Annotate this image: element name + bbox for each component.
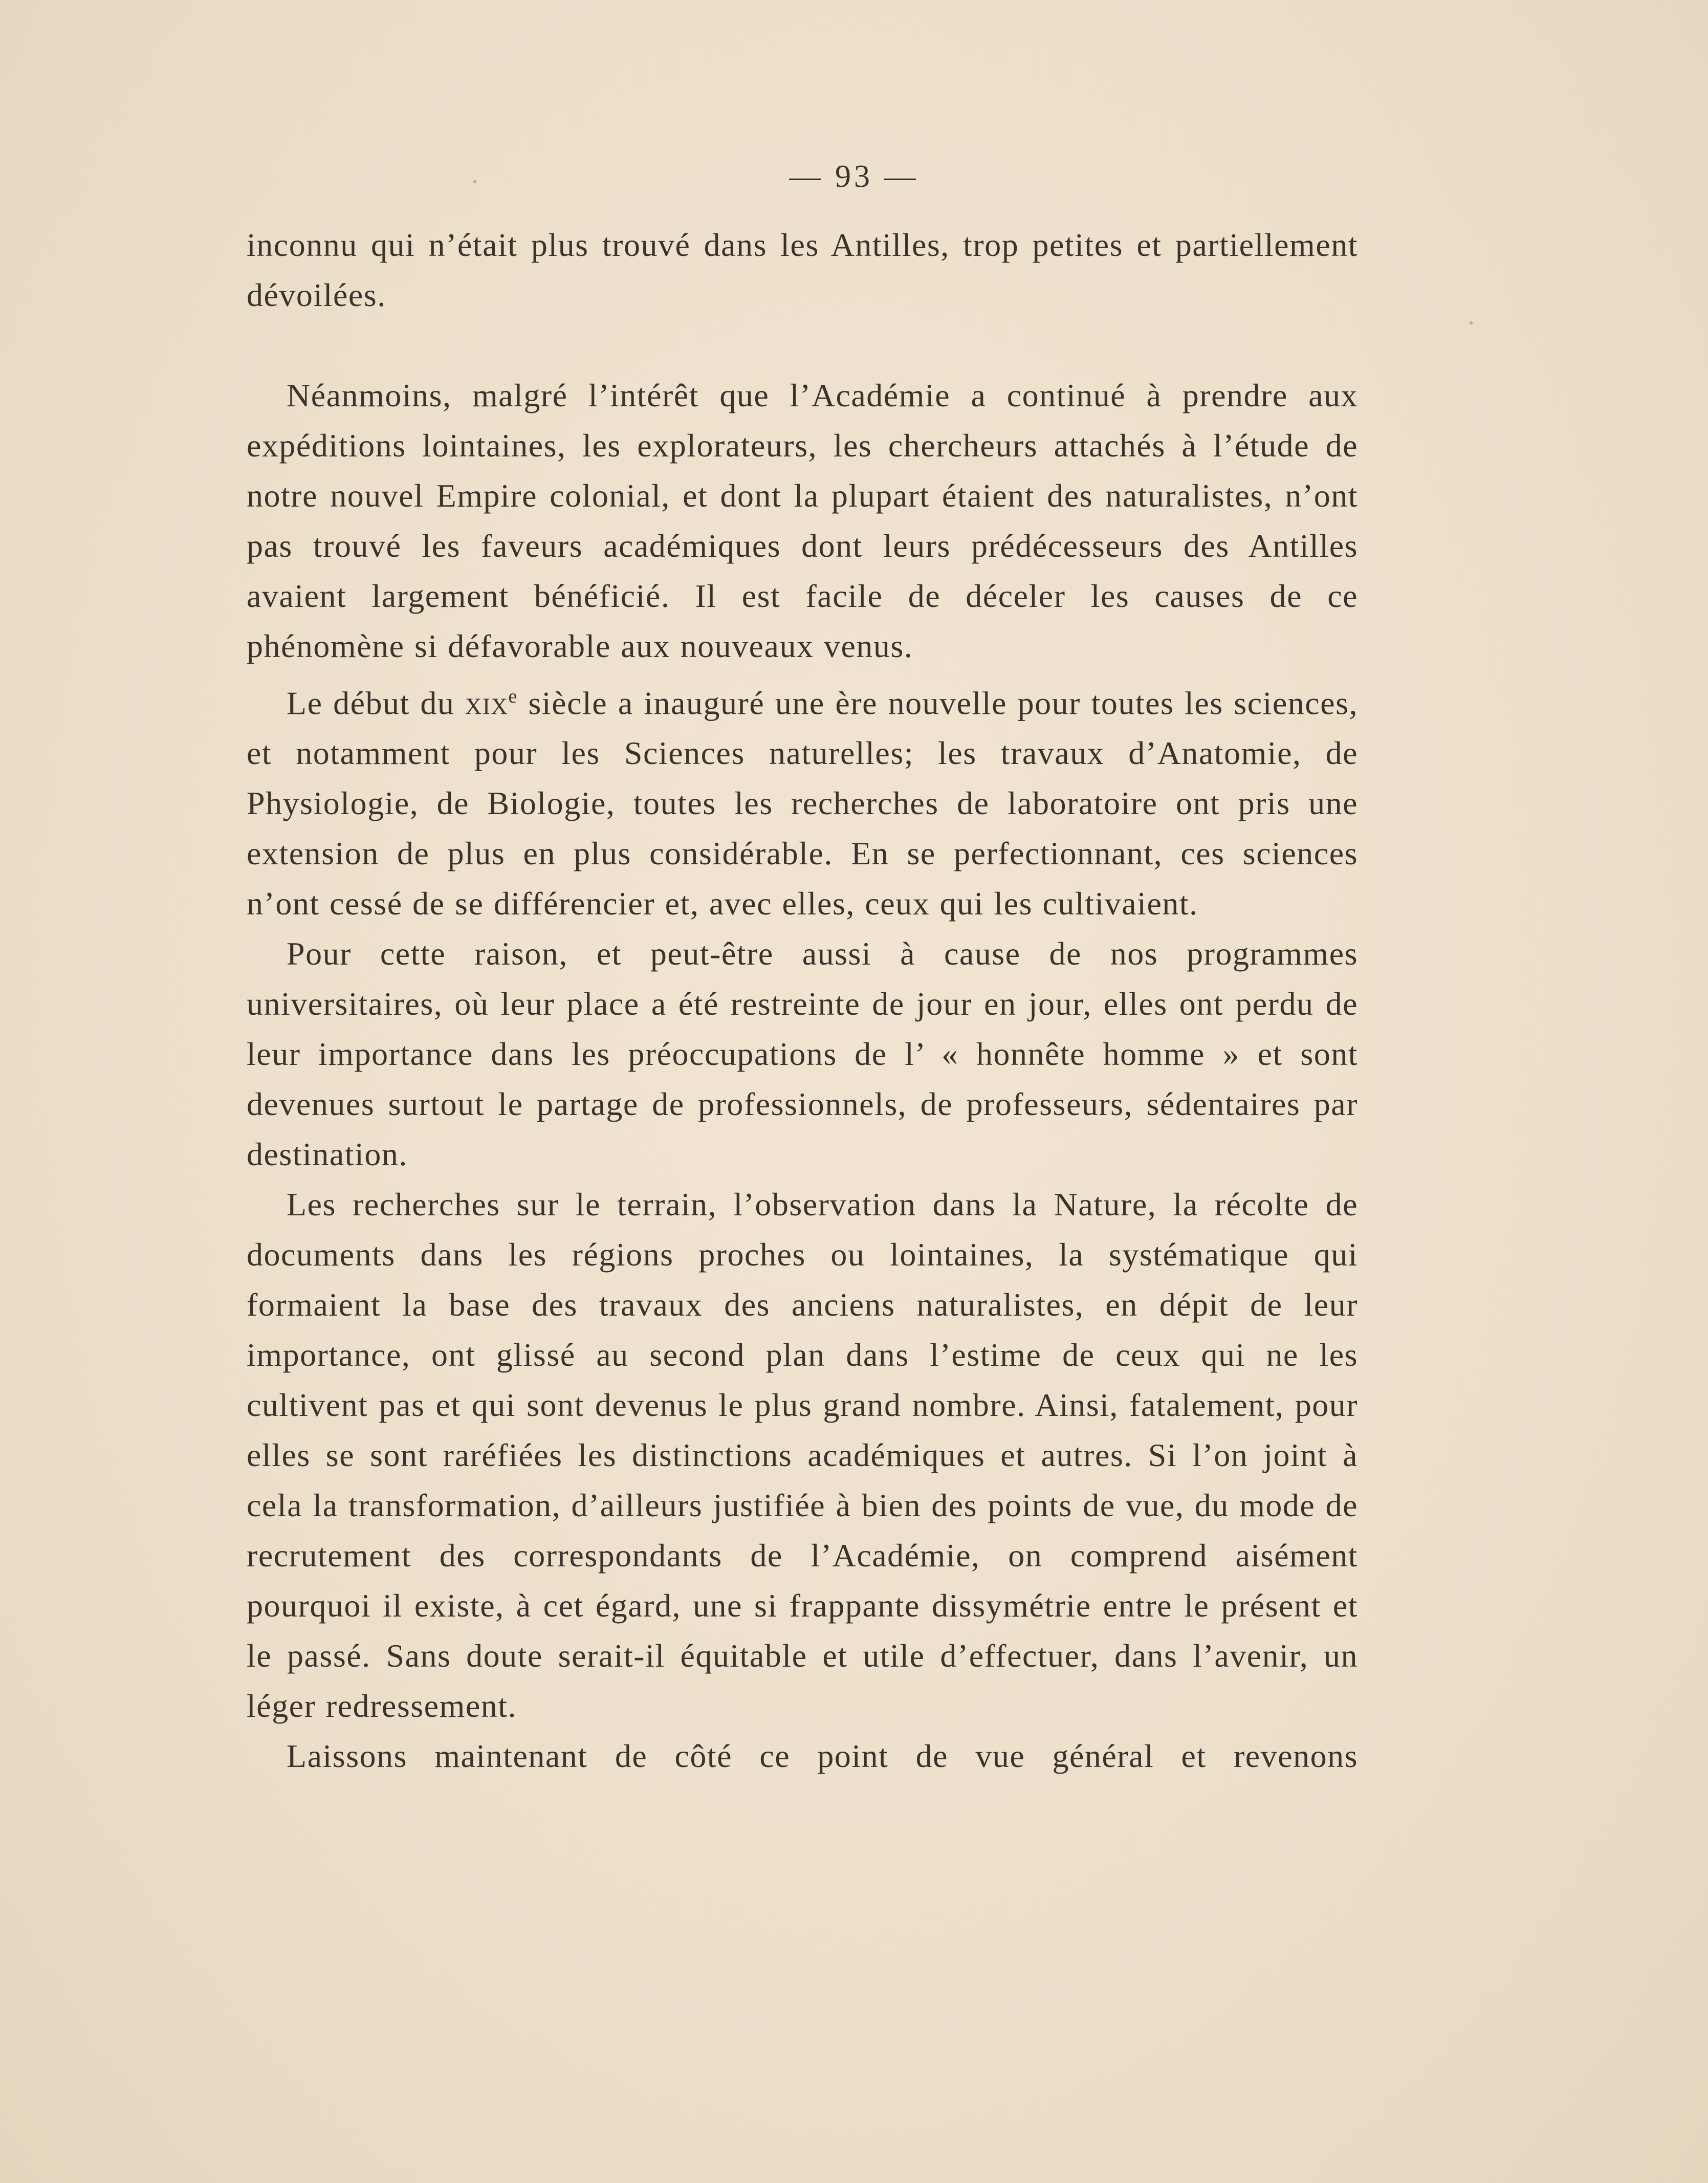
century-suffix: e xyxy=(508,686,518,707)
body-text xyxy=(247,220,1358,1781)
page-number: — 93 — xyxy=(789,159,919,194)
paper-speck xyxy=(1470,321,1473,324)
paragraph: Pour cette raison, et peut-être aussi à cause de nos programmes universitaires, où leur place a été restreinte de jour en jour, elles ont perdu de leur importance dans les préoccupations de l’ « honnête homme » et sont devenues surtout le partage de professionnels, de professeurs, sédentaires par destination. xyxy=(247,935,1358,1173)
paragraph-continuation: inconnu qui n’était plus trouvé dans les Antilles, trop petites et partiellement dévoilées. xyxy=(247,227,1358,313)
paragraph: Les recherches sur le terrain, l’observation dans la Nature, la récolte de documents dans les régions proches ou lointaines, la systématique qui formaient la base des travaux des anciens naturalistes, en dépit de leur importance, ont glissé au second plan dans l’estime de ceux qui ne les cultivent pas et qui sont devenus le plus grand nombre. Ainsi, fatalement, pour elles se sont raréfiées les distinctions académiques et autres. Si l’on joint à cela la transformation, d’ailleurs justifiée à bien des points de vue, du mode de recrutement des correspondants de l’Académie, on comprend aisément pourquoi il existe, à cet égard, une si frappante dissymétrie entre le présent et le passé. Sans doute serait-il équitable et utile d’effectuer, dans l’avenir, un léger redressement. xyxy=(247,1186,1358,1724)
century-numeral: xix xyxy=(465,685,509,722)
paragraph: Le début du xix$^e$ siècle a inauguré une ère nouvelle pour toutes les sciences, et notamment pour les Sciences naturelles; les travaux d’Anatomie, de Physiologie, de Biologie, toutes les recherches de laboratoire ont pris une extension de plus en plus considérable. En se perfectionnant, ces sciences n’ont cessé de se différencier et, avec elles, ceux qui les cultivaient. xyxy=(247,685,1359,922)
paragraph: Néanmoins, malgré l’intérêt que l’Académie a continué à prendre aux expéditions lointaines, les explorateurs, les chercheurs attachés à l’étude de notre nouvel Empire colonial, et dont la plupart étaient des naturalistes, n’ont pas trouvé les faveurs académiques dont leurs prédécesseurs des Antilles avaient largement bénéficié. Il est facile de déceler les causes de ce phénomène si défavorable aux nouveaux venus. xyxy=(247,377,1358,664)
paragraph: Laissons maintenant de côté ce point de vue général et revenons xyxy=(287,1738,1358,1775)
